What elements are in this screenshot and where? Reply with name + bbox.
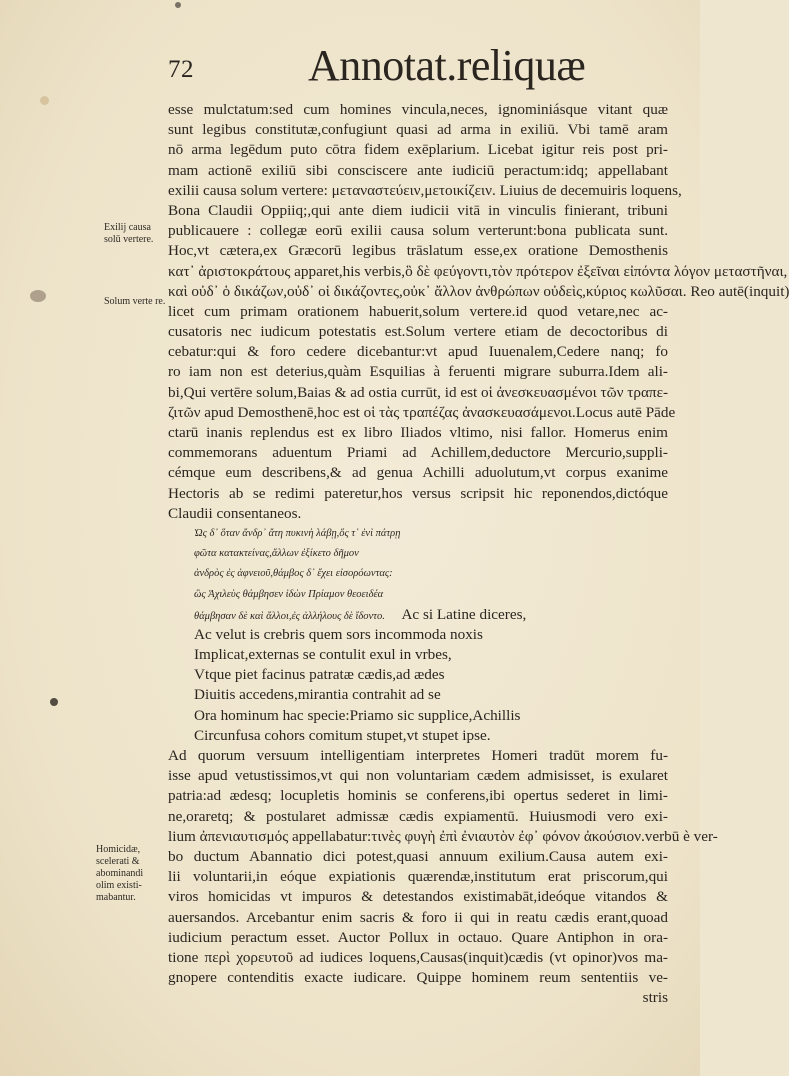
paper-stain <box>30 290 46 302</box>
text-line: isse apud vetustissimos,vt qui non voluntariam cædem admisisset, is exularet <box>168 767 668 785</box>
text-line: iudicium peractum esset. Auctor Pollux in octauo. Quare Antiphon in ora- <box>168 928 668 946</box>
text-line: gnopere contenditis exacte iudicare. Quippe hominem reum sententiis ve- <box>168 969 668 987</box>
text-line: ζιτῶν apud Demosthenē,hoc est οἱ τὰς τραπέζας ἀνασκευασάμενοι.Locus autē Pāde <box>168 403 676 421</box>
text-line: ro iam non est deterius,quàm Esquilias à feruenti migrare suburra.Idem ali- <box>168 363 668 381</box>
text-line: κατ᾽ ἀριστοκράτους apparet,his verbis,ὃ δὲ φεύγοντι,τὸν πρότερον ἐξεῖναι εἰπόντα λόγον μεταστῆναι, <box>168 262 788 280</box>
text-line: Ad quorum versuum intelligentiam interpretes Homeri tradūt morem fu- <box>168 747 668 764</box>
greek-verse <box>168 605 668 625</box>
text-line: publicauere : collegæ eorū exilii causa solum verterunt:bona publicata sunt. <box>168 222 668 240</box>
text-line: ne,oraretq; & postularet admissæ cædis expiamentū. Huiusmodi vero exi- <box>168 807 668 825</box>
latin-verse: Ora hominum hac specie:Priamo sic supplice,Achillis <box>194 706 521 724</box>
text-line: patria:ad ædesq; locupletis hominis se conferens,ibi opertus sederet in limi- <box>168 787 668 805</box>
latin-verse: Implicat,externas se contulit exul in vrbes, <box>194 646 452 664</box>
paper-stain <box>175 2 181 8</box>
text-line: esse mulctatum:sed cum homines vincula,neces, ignominiásque vitant quæ <box>168 101 668 118</box>
latin-verse: Vtque piet facinus patratæ cædis,ad ædes <box>194 666 445 684</box>
latin-verse: Circunfusa cohors comitum stupet,vt stupet ipse. <box>194 726 491 744</box>
text-line: auersandos. Arcebantur enim sacris & foro ii qui in reatu cædis erant,quoad <box>168 908 668 926</box>
text-line: cémque eum describens,& ad genua Achilli aduolutum,vt corpus exanime <box>168 464 668 482</box>
text-line: lii voluntarii,in eóque expiationis quærendæ,institutum erat priscorum,qui <box>168 868 668 886</box>
catchword: stris <box>642 989 668 1007</box>
text-line: tione περὶ χορευτοῦ ad iudices loquens,Causas(inquit)cædis (vt opinor)vos ma- <box>168 948 668 966</box>
text-line: Claudii consentaneos. <box>168 504 302 522</box>
latin-verse: Diuitis accedens,mirantia contrahit ad se <box>194 686 441 704</box>
greek-verse: φῶτα κατακτείνας,ἄλλων ἐξίκετο δῆμον <box>194 548 359 560</box>
text-line: ctarū inanis replendus est ex libro Iliados vltimo, nisi fallor. Homerus enim <box>168 424 668 441</box>
main-text-block <box>168 100 789 1008</box>
margin-note-homicides: Homicidæ, scelerati & abominandi olim existi- mabantur. <box>96 844 144 903</box>
text-line: cusatoris nec iudicum potestatis est.Solum vertere etiam de decoctoribus di <box>168 323 668 341</box>
running-head: Annotat.reliquæ <box>308 41 586 90</box>
text-line: cebatur:qui & foro cedere dicebantur:vt apud Iuuenalem,Cedere nanq; fo <box>168 343 668 361</box>
text-line: viros homicidas vt impuros & detestandos existimabāt,ideóque vitandos & <box>168 888 668 906</box>
margin-note-solum-vertere: Solum verte re. <box>104 296 166 307</box>
text-line: mam actionē exiliū sibi consciscere ante iudiciū peractum:idq; appellabant <box>168 161 668 179</box>
margin-note-exile: Exilij causa solū vertere. <box>104 222 154 245</box>
text-line: bo ductum Abannatio dici potest,quasi annuum exilium.Causa autem exi- <box>168 847 668 865</box>
text-line: lium ἀπενιαυτισμός appellabatur:τινὲς φυγὴ ἐπὶ ἐνιαυτὸν ἐφ᾽ φόνον ἀκούσιον.verbū è ver- <box>168 827 718 845</box>
text-line: Hectoris ab se redimi pateretur,hos versus scripsit hic reponendos,dictóque <box>168 484 668 502</box>
text-line: sunt legibus constitutæ,confugiunt quasi ad arma in exiliū. Vbi tamē aram <box>168 121 668 139</box>
text-line: licet cum primam orationem habuerit,solum vertere.id quod vetare,nec ac- <box>168 302 668 320</box>
latin-verse: Ac velut is crebris quem sors incommoda noxis <box>194 625 483 643</box>
text-line: commemorans aduentum Priami ad Achillem,deductore Mercurio,suppli- <box>168 444 668 462</box>
text-line: καὶ οὐδ᾽ ὁ δικάζων,οὐδ᾽ οἱ δικάζοντες,οὐκ᾽ ἄλλον ἀνθρώπων οὐδεὶς,κύριος κωλῦσαι. Reo autē(inquit) <box>168 282 789 300</box>
text-line: nō arma legēdum puto cōtra fidem exēplarium. Licebat igitur reis post pri- <box>168 141 668 159</box>
paper-stain <box>40 96 49 105</box>
greek-verse-text: θάμβησαν δὲ καὶ ἄλλοι,ἐς ἀλλήλους δὲ ἴδοντο. <box>194 610 385 622</box>
text-line: Hoc,vt cætera,ex Græcorū legibus trāslatum esse,ex oratione Demosthenis <box>168 242 668 260</box>
text-line: bi,Qui vertēre solum,Baias & ad ostia currūt, id est οἱ ἀνεσκευασμένοι τῶν τραπε- <box>168 383 668 401</box>
verse-transition: Ac si Latine diceres, <box>401 605 527 623</box>
greek-verse: ὣς Ἀχιλεὺς θάμβησεν ἰδὼν Πρίαμον θεοειδέα <box>194 588 384 600</box>
text-line: exilii causa solum vertere: μεταναστεύειν,μετοικίζειν. Liuius de decemuiris loquens, <box>168 181 682 199</box>
greek-verse: Ὡς δ᾽ ὅταν ἄνδρ᾽ ἄτη πυκινὴ λάβῃ,ὅς τ᾽ ἐνὶ πάτρῃ <box>194 527 401 539</box>
paper-stain <box>50 698 58 706</box>
page-number: 72 <box>168 56 194 83</box>
greek-verse: ἀνδρὸς ἐς ἀφνειοῦ,θάμβος δ᾽ ἔχει εἰσορόωντας: <box>194 568 393 580</box>
text-line: Bona Claudii Oppiiq;,qui ante diem iudicii vitā in vinculis finierant, tribuni <box>168 201 668 219</box>
